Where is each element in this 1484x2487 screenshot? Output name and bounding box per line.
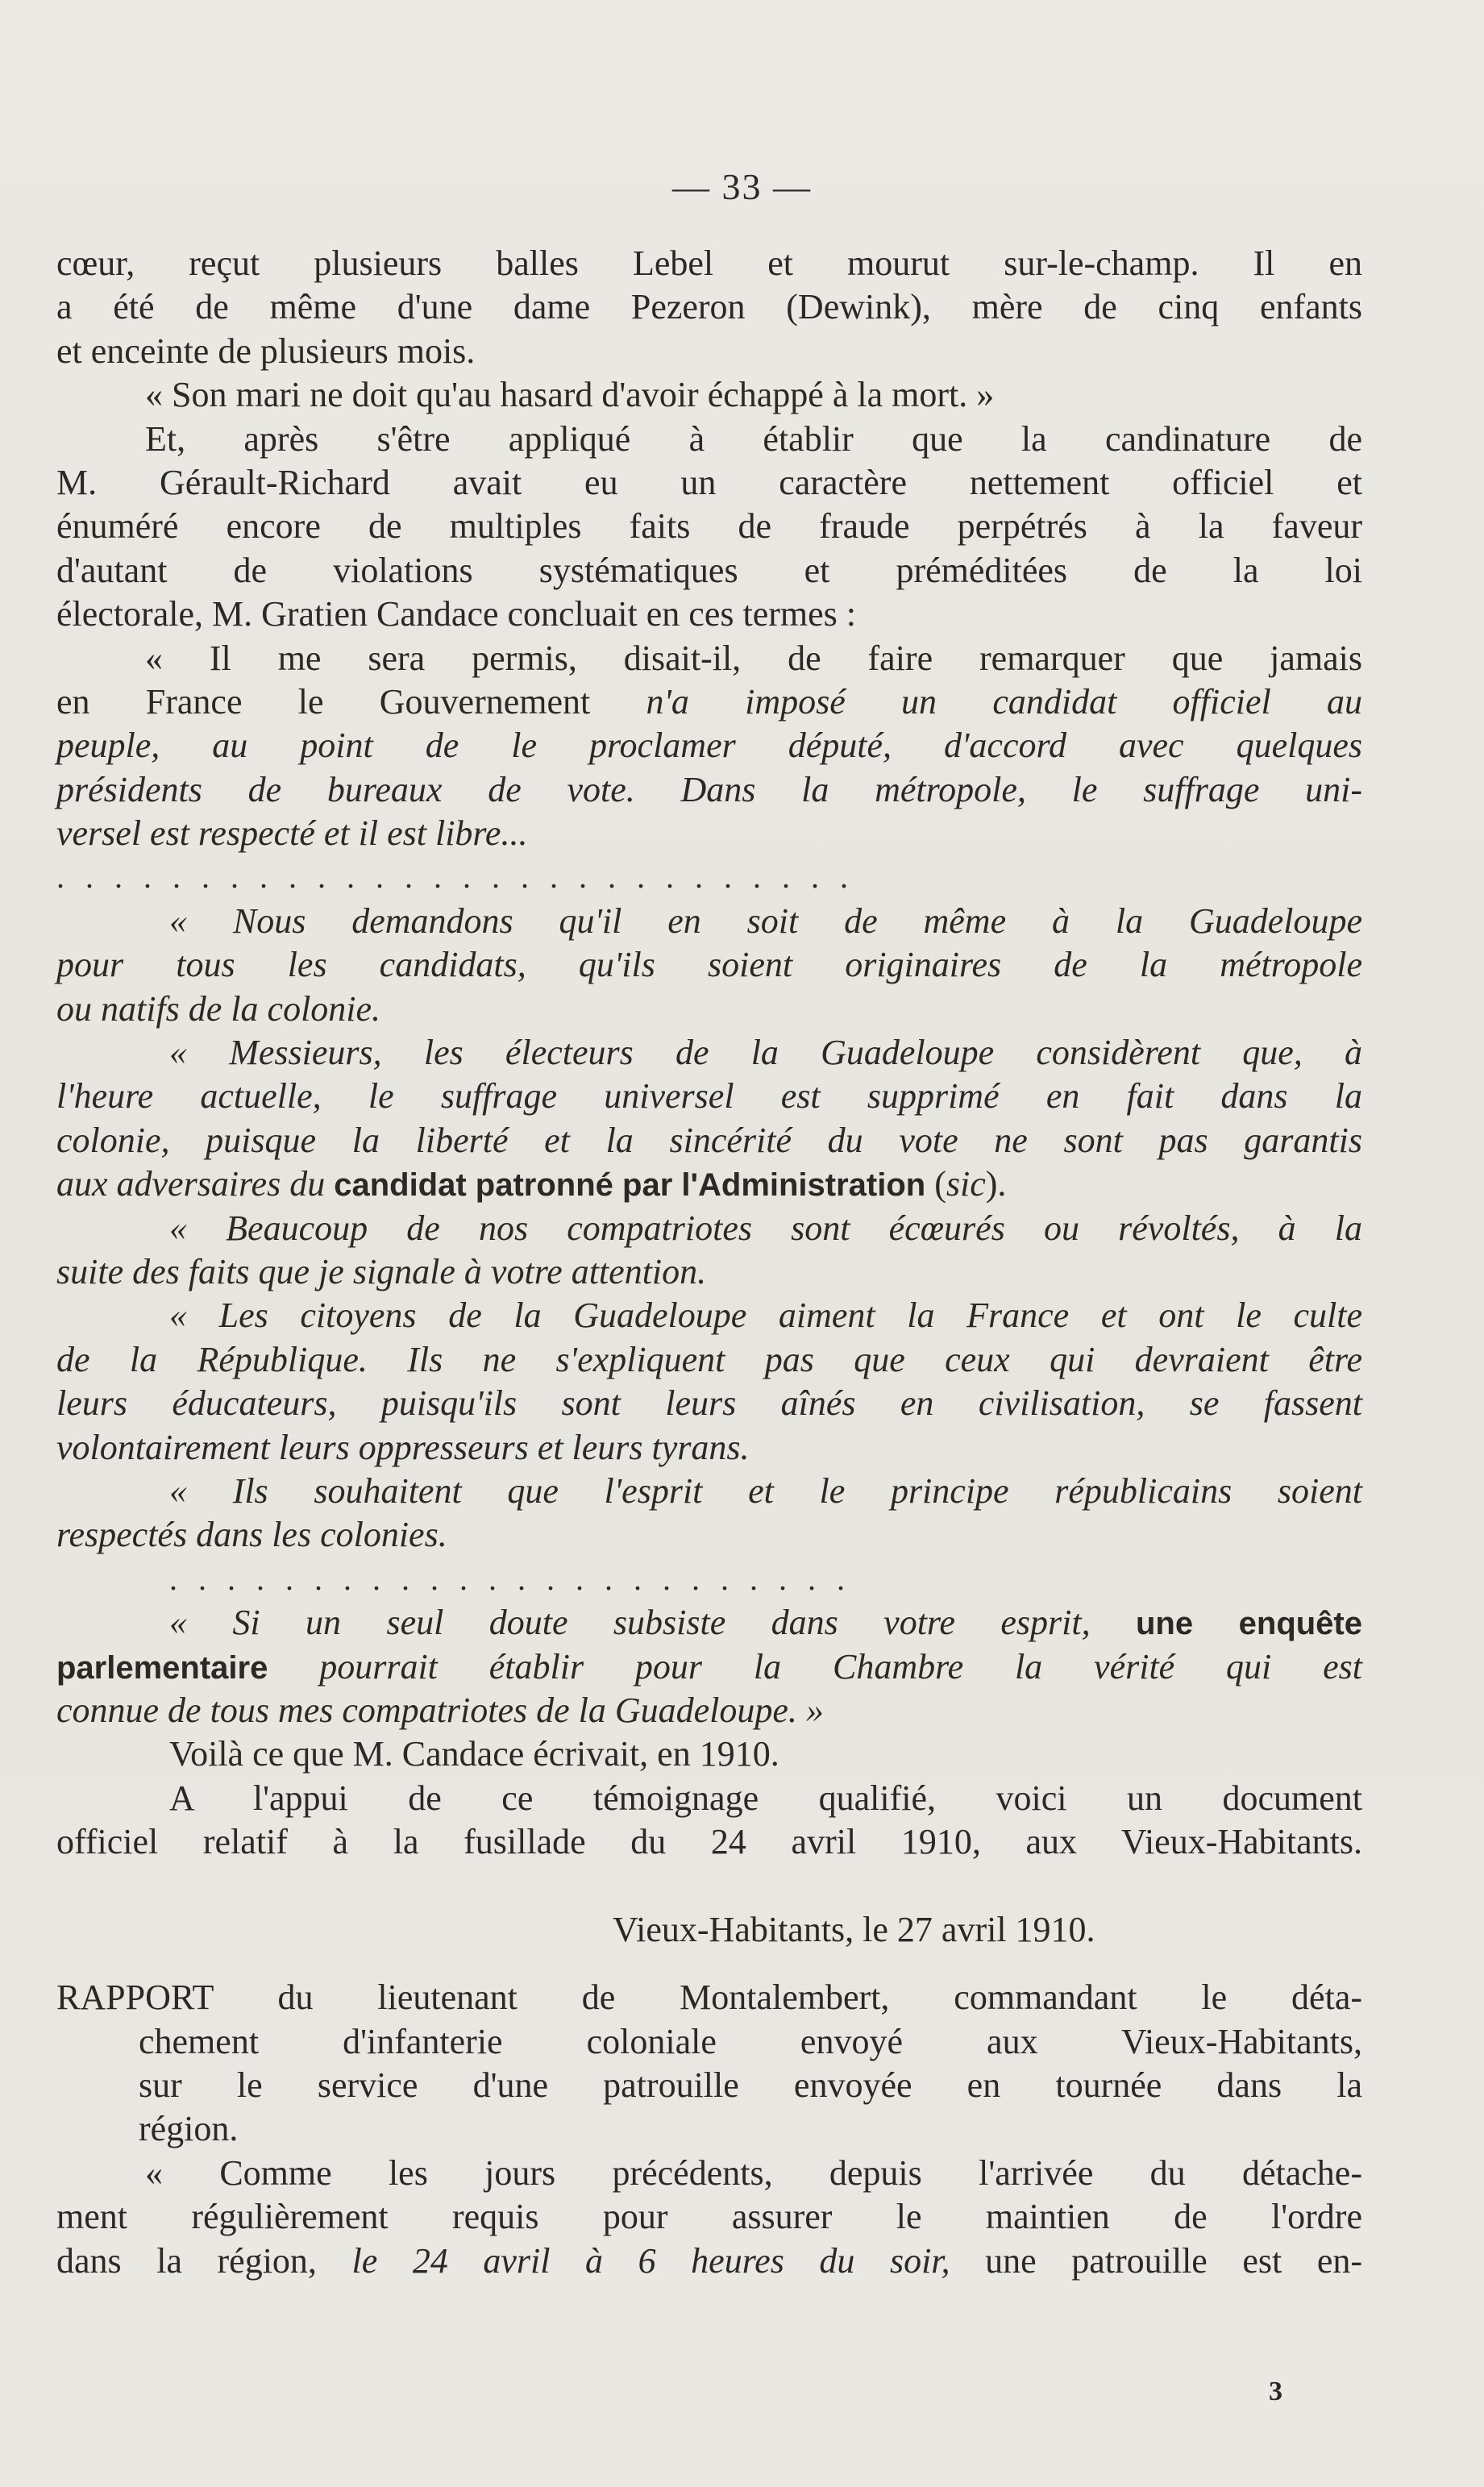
- text-line: Et, après s'être appliqué à établir que la candinature de: [145, 418, 1362, 459]
- spacer: [56, 1952, 1362, 1976]
- text-line: Voilà ce que M. Candace écrivait, en 1910.: [169, 1734, 779, 1774]
- italic-span: sic: [946, 1164, 986, 1204]
- text-line: « Comme les jours précédents, depuis l'arrivée du détache-: [145, 2152, 1362, 2193]
- report-heading: RAPPORT du lieutenant de Montalembert, commandant le déta-: [56, 1978, 1362, 2018]
- text-line: suite des faits que je signale à votre attention.: [56, 1251, 707, 1291]
- text-line: électorale, M. Gratien Candace concluait en ces termes :: [56, 594, 856, 634]
- bold-span: candidat patronné par l'Administration: [334, 1167, 926, 1204]
- text-line: énuméré encore de multiples faits de fraude perpétrés à la faveur: [56, 506, 1362, 547]
- text-line: versel est respecté et il est libre...: [56, 813, 528, 854]
- text-line: [56, 2240, 1362, 2283]
- text-line: [56, 680, 1362, 724]
- text-line: colonie, puisque la liberté et la sincérité du vote ne sont pas garantis: [56, 1120, 1362, 1160]
- text-span: en France le Gouvernement: [56, 681, 646, 722]
- text-line: l'heure actuelle, le suffrage universel est supprimé en fait dans la: [56, 1076, 1362, 1117]
- text-line: cœur, reçut plusieurs balles Lebel et mourut sur-le-champ. Il en: [56, 243, 1362, 283]
- text-line: ou natifs de la colonie.: [56, 988, 381, 1029]
- text-span: dans la région,: [56, 2240, 352, 2281]
- text-span: ).: [985, 1164, 1007, 1204]
- text-line: ment régulièrement requis pour assurer le maintien de l'ordre: [56, 2197, 1362, 2237]
- text-line: peuple, au point de le proclamer député, d'accord avec quelques: [56, 726, 1362, 766]
- bold-span: parlementaire: [56, 1649, 268, 1686]
- text-line: « Il me sera permis, disait-il, de faire remarquer que jamais: [145, 638, 1362, 678]
- text-line: « Nous demandons qu'il en soit de même à la Guadeloupe: [169, 900, 1362, 941]
- text-line: pour tous les candidats, qu'ils soient originaires de la métropole: [56, 945, 1362, 985]
- text-line: sur le service d'une patrouille envoyée en tournée dans la: [139, 2065, 1362, 2106]
- italic-span: aux adversaires du: [56, 1164, 335, 1204]
- report-date: Vieux-Habitants, le 27 avril 1910.: [613, 1909, 1095, 1949]
- italic-span: pourrait établir pour la Chambre la vérité qui est: [268, 1646, 1362, 1686]
- text-line: région.: [139, 2109, 239, 2149]
- italic-span: le 24 avril à 6 heures du soir,: [351, 2240, 950, 2281]
- text-line: « Beaucoup de nos compatriotes sont écœurés ou révoltés, à la: [169, 1208, 1362, 1248]
- text-line: [56, 1645, 1362, 1689]
- ellipsis-separator: ............................: [56, 859, 869, 896]
- bold-span: une enquête: [1136, 1606, 1362, 1642]
- text-line: et enceinte de plusieurs mois.: [56, 331, 476, 371]
- page-number: — 33 —: [672, 166, 812, 207]
- signature-mark: 3: [1269, 2377, 1282, 2406]
- text-line: présidents de bureaux de vote. Dans la métropole, le suffrage uni-: [56, 769, 1362, 809]
- text-line: « Son mari ne doit qu'au hasard d'avoir échappé à la mort. »: [145, 375, 995, 415]
- text-line: « Ils souhaitent que l'esprit et le principe républicains soient: [169, 1470, 1362, 1511]
- ellipsis-separator: ........................: [169, 1560, 866, 1597]
- text-line: a été de même d'une dame Pezeron (Dewink), mère de cinq enfants: [56, 287, 1362, 327]
- text-line: respectés dans les colonies.: [56, 1515, 447, 1555]
- italic-span: n'a imposé un candidat officiel au: [646, 681, 1362, 722]
- text-line: M. Gérault-Richard avait eu un caractère nettement officiel et: [56, 462, 1362, 502]
- text-line: [56, 1601, 1362, 1645]
- italic-span: « Si un seul doute subsiste dans votre esprit,: [169, 1603, 1136, 1643]
- text-span: (: [925, 1164, 946, 1204]
- text-line: de la République. Ils ne s'expliquent pas que ceux qui devraient être: [56, 1339, 1362, 1379]
- text-span: une patrouille est en-: [950, 2240, 1363, 2281]
- text-line: volontairement leurs oppresseurs et leurs tyrans.: [56, 1427, 750, 1467]
- text-line: d'autant de violations systématiques et préméditées de la loi: [56, 550, 1362, 590]
- spacer: [56, 1864, 1362, 1907]
- page-body: [56, 242, 1362, 2283]
- text-line: chement d'infanterie coloniale envoyé aux Vieux-Habitants,: [139, 2021, 1362, 2061]
- text-line: leurs éducateurs, puisqu'ils sont leurs aînés en civilisation, se fassent: [56, 1383, 1362, 1424]
- text-line: A l'appui de ce témoignage qualifié, voici un document: [169, 1778, 1362, 1818]
- text-line: « Messieurs, les électeurs de la Guadeloupe considèrent que, à: [169, 1033, 1362, 1073]
- text-line: [56, 1162, 1362, 1206]
- text-line: « Les citoyens de la Guadeloupe aiment la France et ont le culte: [169, 1295, 1362, 1336]
- text-line: connue de tous mes compatriotes de la Guadeloupe. »: [56, 1690, 824, 1730]
- text-line: officiel relatif à la fusillade du 24 avril 1910, aux Vieux-Habitants.: [56, 1822, 1362, 1862]
